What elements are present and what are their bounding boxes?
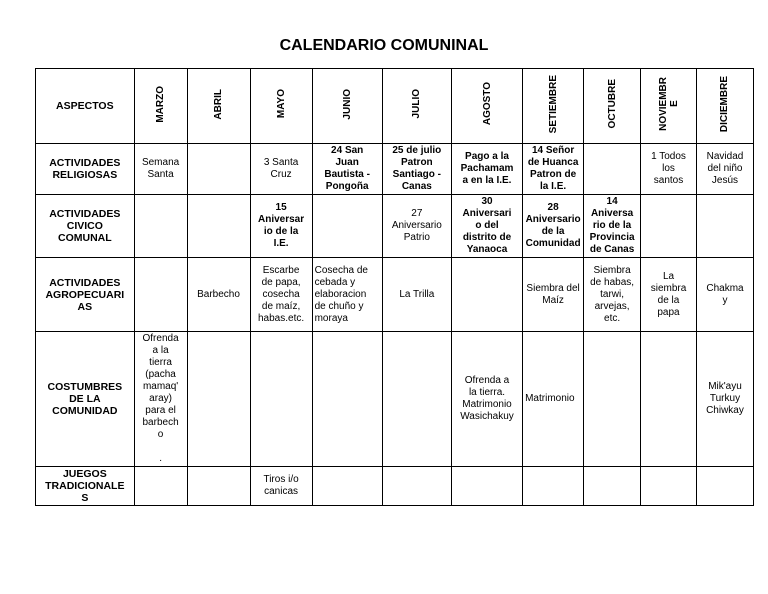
table-cell: Escarbe de papa, cosecha de maíz, habas.etc. [250,258,312,332]
table-row [36,258,754,332]
table-cell [250,332,312,467]
month-header [312,69,382,144]
table-cell [451,467,522,506]
table-cell [187,332,250,467]
table-cell [584,467,641,506]
table-cell: Matrimonio [523,332,584,467]
table-cell: Siembra del Maíz [523,258,584,332]
month-label: MAYO [275,89,287,119]
month-label: OCTUBRE [606,79,618,129]
table-cell [187,144,250,195]
table-cell: Barbecho [187,258,250,332]
table-cell: Pago a la Pachamam a en la I.E. [451,144,522,195]
table-row [36,144,754,195]
table-cell [134,258,187,332]
table-cell: Tiros i/o canicas [250,467,312,506]
table-cell [312,195,382,258]
table-cell [584,332,641,467]
table-cell: Chakma y [696,258,753,332]
month-label: MARZO [155,85,167,123]
table-cell: 27 Aniversario Patrio [382,195,451,258]
month-label: NOVIEMBR E [657,77,680,131]
table-cell: Siembra de habas, tarwi, arvejas, etc. [584,258,641,332]
table-cell: 14 Aniversa rio de la Provincia de Canas [584,195,641,258]
table-cell: 1 Todos los santos [641,144,697,195]
table-cell [451,258,522,332]
table-row [36,467,754,506]
row-label: ACTIVIDADES CIVICO COMUNAL [36,195,135,258]
page-title: CALENDARIO COMUNINAL [279,37,489,54]
month-header [187,69,250,144]
table-row [36,332,754,467]
month-header [250,69,312,144]
row-label: ACTIVIDADES AGROPECUARI AS [36,258,135,332]
month-label: ABRIL [213,88,225,120]
table-cell [312,467,382,506]
table-cell: Semana Santa [134,144,187,195]
table-cell [134,467,187,506]
month-header [696,69,753,144]
table-cell [187,467,250,506]
table-cell [134,195,187,258]
row-label: JUEGOS TRADICIONALE S [36,467,135,506]
table-cell: 25 de julio Patron Santiago - Canas [382,144,451,195]
table-cell [641,195,697,258]
table-row [36,195,754,258]
month-header [584,69,641,144]
month-header [134,69,187,144]
table-cell [641,332,697,467]
row-label: ACTIVIDADES RELIGIOSAS [36,144,135,195]
table-cell [696,195,753,258]
month-label: SETIEMBRE [547,74,559,134]
month-label: JUNIO [341,88,353,120]
month-label: JULIO [411,89,423,119]
month-header [641,69,697,144]
community-calendar-table [35,68,754,506]
table-cell: Mik'ayu Turkuy Chiwkay [696,332,753,467]
table-cell: 30 Aniversari o del distrito de Yanaoca [451,195,522,258]
table-cell: Ofrenda a la tierra (pacha mamaq' aray) para el barbech o . [134,332,187,467]
table-cell: 24 San Juan Bautista - Pongoña [312,144,382,195]
table-cell [584,144,641,195]
table-cell: La Trilla [382,258,451,332]
month-header [382,69,451,144]
table-cell [696,467,753,506]
table-cell: 15 Aniversar io de la I.E. [250,195,312,258]
month-header [523,69,584,144]
table-cell: Ofrenda a la tierra. Matrimonio Wasichakuy [451,332,522,467]
table-cell: 28 Aniversario de la Comunidad [523,195,584,258]
table-cell: 14 Señor de Huanca Patron de la I.E. [523,144,584,195]
month-label: AGOSTO [481,82,493,126]
table-cell: La siembra de la papa [641,258,697,332]
table-cell [187,195,250,258]
table-cell: Cosecha de cebada y elaboracion de chuño y moraya [312,258,382,332]
table-cell [523,467,584,506]
aspects-header: ASPECTOS [36,69,135,144]
month-header [451,69,522,144]
table-cell: 3 Santa Cruz [250,144,312,195]
table-cell: Navidad del niño Jesús [696,144,753,195]
table-cell [382,332,451,467]
row-label: COSTUMBRES DE LA COMUNIDAD [36,332,135,467]
table-cell [382,467,451,506]
table-cell [641,467,697,506]
month-label: DICIEMBRE [719,75,731,133]
table-cell [312,332,382,467]
header-row [36,69,754,144]
